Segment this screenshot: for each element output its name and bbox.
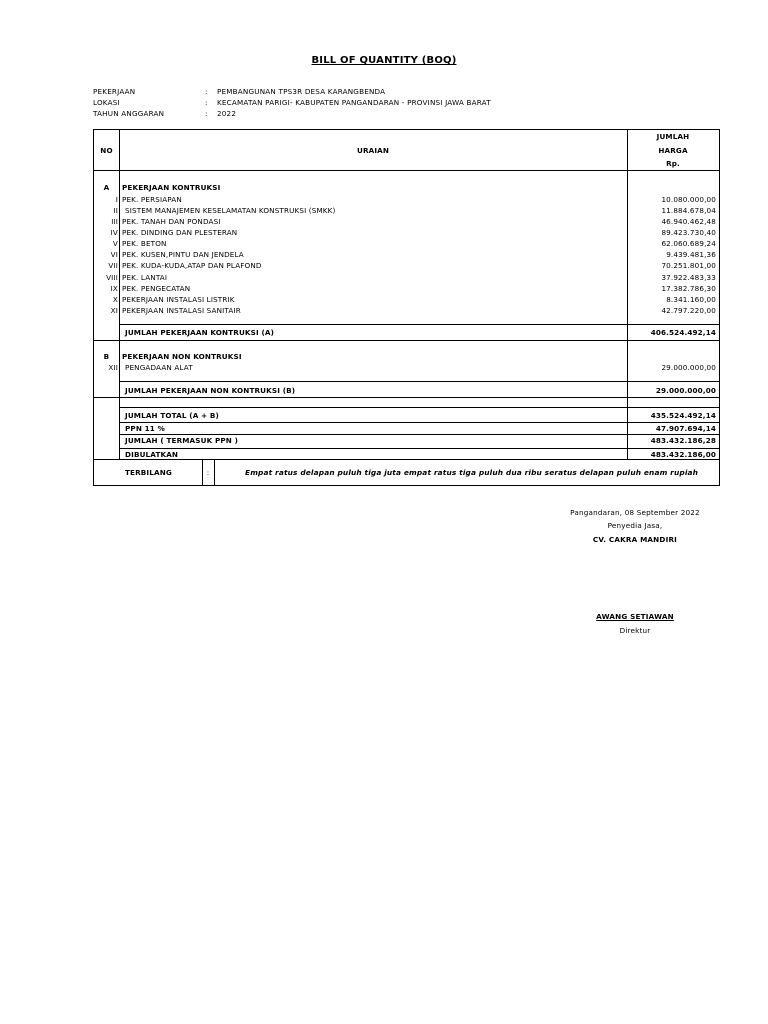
header-rp: Rp. [666,159,680,168]
item-label: PENGADAAN ALAT [125,363,193,372]
item-no: XII [108,363,118,372]
section-b-no: B [103,352,110,361]
item-value: 37.922.483,33 [661,273,716,282]
meta-row-lokasi [93,98,693,107]
header-uraian: URAIAN [356,146,390,155]
section-a-label: PEKERJAAN KONTRUKSI [122,183,221,192]
terbilang-label: TERBILANG [125,468,172,477]
section-a-no: A [103,183,110,192]
meta-colon: : [205,87,208,96]
item-value: 8.341.160,00 [666,295,716,304]
item-no: IV [110,228,118,237]
meta-colon: : [205,98,208,107]
table-divider [214,459,215,486]
item-label: PEK. DINDING DAN PLESTERAN [122,228,238,237]
item-value: 42.797.220,00 [661,306,716,315]
table-rule [94,340,719,341]
item-label: PEK. PENGECATAN [122,284,191,293]
item-value: 89.423.730,40 [661,228,716,237]
item-no: VII [108,261,118,270]
item-label: PEKERJAAN INSTALASI SANITAIR [122,306,241,315]
subtotal-b-value: 29.000.000,00 [655,386,716,395]
meta-label: TAHUN ANGGARAN [93,109,165,118]
table-rule [119,324,719,325]
total-label: JUMLAH TOTAL (A + B) [125,411,219,420]
item-label: PEK. TANAH DAN PONDASI [122,217,221,226]
item-no: III [111,217,118,226]
header-harga: HARGA [658,146,688,155]
meta-row-pekerjaan [93,87,693,96]
total-with-ppn-label: JUMLAH ( TERMASUK PPN ) [125,436,239,445]
subtotal-b-label: JUMLAH PEKERJAAN NON KONTRUKSI (B) [125,386,296,395]
boq-table [93,129,720,486]
table-rule [119,407,719,408]
item-value: 17.382.786,30 [661,284,716,293]
document-title: BILL OF QUANTITY (BOQ) [311,55,457,66]
rounded-total-value: 483.432.186,00 [650,450,716,459]
item-value: 46.940.462,48 [661,217,716,226]
meta-value: PEMBANGUNAN TPS3R DESA KARANGBENDA [217,87,386,96]
table-rule [119,448,719,449]
meta-value: 2022 [217,109,237,118]
item-value: 11.884.678,04 [661,206,716,215]
item-no: XI [110,306,118,315]
total-value: 435.524.492,14 [650,411,716,420]
item-label: PEK. LANTAI [122,273,168,282]
item-no: IX [110,284,118,293]
item-label: PEK. KUSEN,PINTU DAN JENDELA [122,250,244,259]
meta-label: PEKERJAAN [93,87,136,96]
item-no: X [112,295,118,304]
terbilang-value: Empat ratus delapan puluh tiga juta empat ratus tiga puluh dua ribu seratus delapan puluh enam rupiah [245,468,699,477]
item-label: PEKERJAAN INSTALASI LISTRIK [122,295,235,304]
table-rule [119,434,719,435]
table-rule [94,170,719,171]
header-no: NO [100,146,113,155]
meta-label: LOKASI [93,98,120,107]
item-label: PEK. KUDA-KUDA,ATAP DAN PLAFOND [122,261,262,270]
ppn-value: 47.907.694,14 [655,424,716,433]
header-jumlah: JUMLAH [656,132,690,141]
item-value: 9.439.481,36 [666,250,716,259]
subtotal-a-value: 406.524.492,14 [650,328,716,337]
subtotal-a-label: JUMLAH PEKERJAAN KONTRUKSI (A) [125,328,275,337]
table-rule [119,381,719,382]
signature-name: AWANG SETIAWAN [596,612,674,621]
item-value: 29.000.000,00 [661,363,716,372]
signature-place-date: Pangandaran, 08 September 2022 [570,508,700,517]
signature-company: CV. CAKRA MANDIRI [592,535,678,544]
table-divider [119,130,120,459]
item-value: 70.251.801,00 [661,261,716,270]
item-no: II [113,206,118,215]
item-label: PEK. BETON [122,239,167,248]
table-rule [94,397,719,398]
item-value: 62.060.689,24 [661,239,716,248]
terbilang-colon: : [206,468,210,477]
meta-value: KECAMATAN PARIGI- KABUPATEN PANGANDARAN - PROVINSI JAWA BARAT [217,98,491,107]
item-label: PEK. PERSIAPAN [122,195,182,204]
signature-role: Penyedia Jasa, [607,521,663,530]
total-with-ppn-value: 483.432.186,28 [650,436,716,445]
signature-position: Direktur [619,626,651,635]
item-no: I [115,195,118,204]
item-no: VI [110,250,118,259]
table-rule [94,459,719,460]
item-no: VIII [106,273,118,282]
item-no: V [112,239,118,248]
item-value: 10.080.000,00 [661,195,716,204]
section-b-label: PEKERJAAN NON KONTRUKSI [122,352,242,361]
item-label: SISTEM MANAJEMEN KESELAMATAN KONSTRUKSI (SMKK) [125,206,336,215]
meta-colon: : [205,109,208,118]
ppn-label: PPN 11 % [125,424,165,433]
meta-row-tahun-anggaran [93,109,693,118]
table-rule [119,422,719,423]
rounded-total-label: DIBULATKAN [125,450,179,459]
